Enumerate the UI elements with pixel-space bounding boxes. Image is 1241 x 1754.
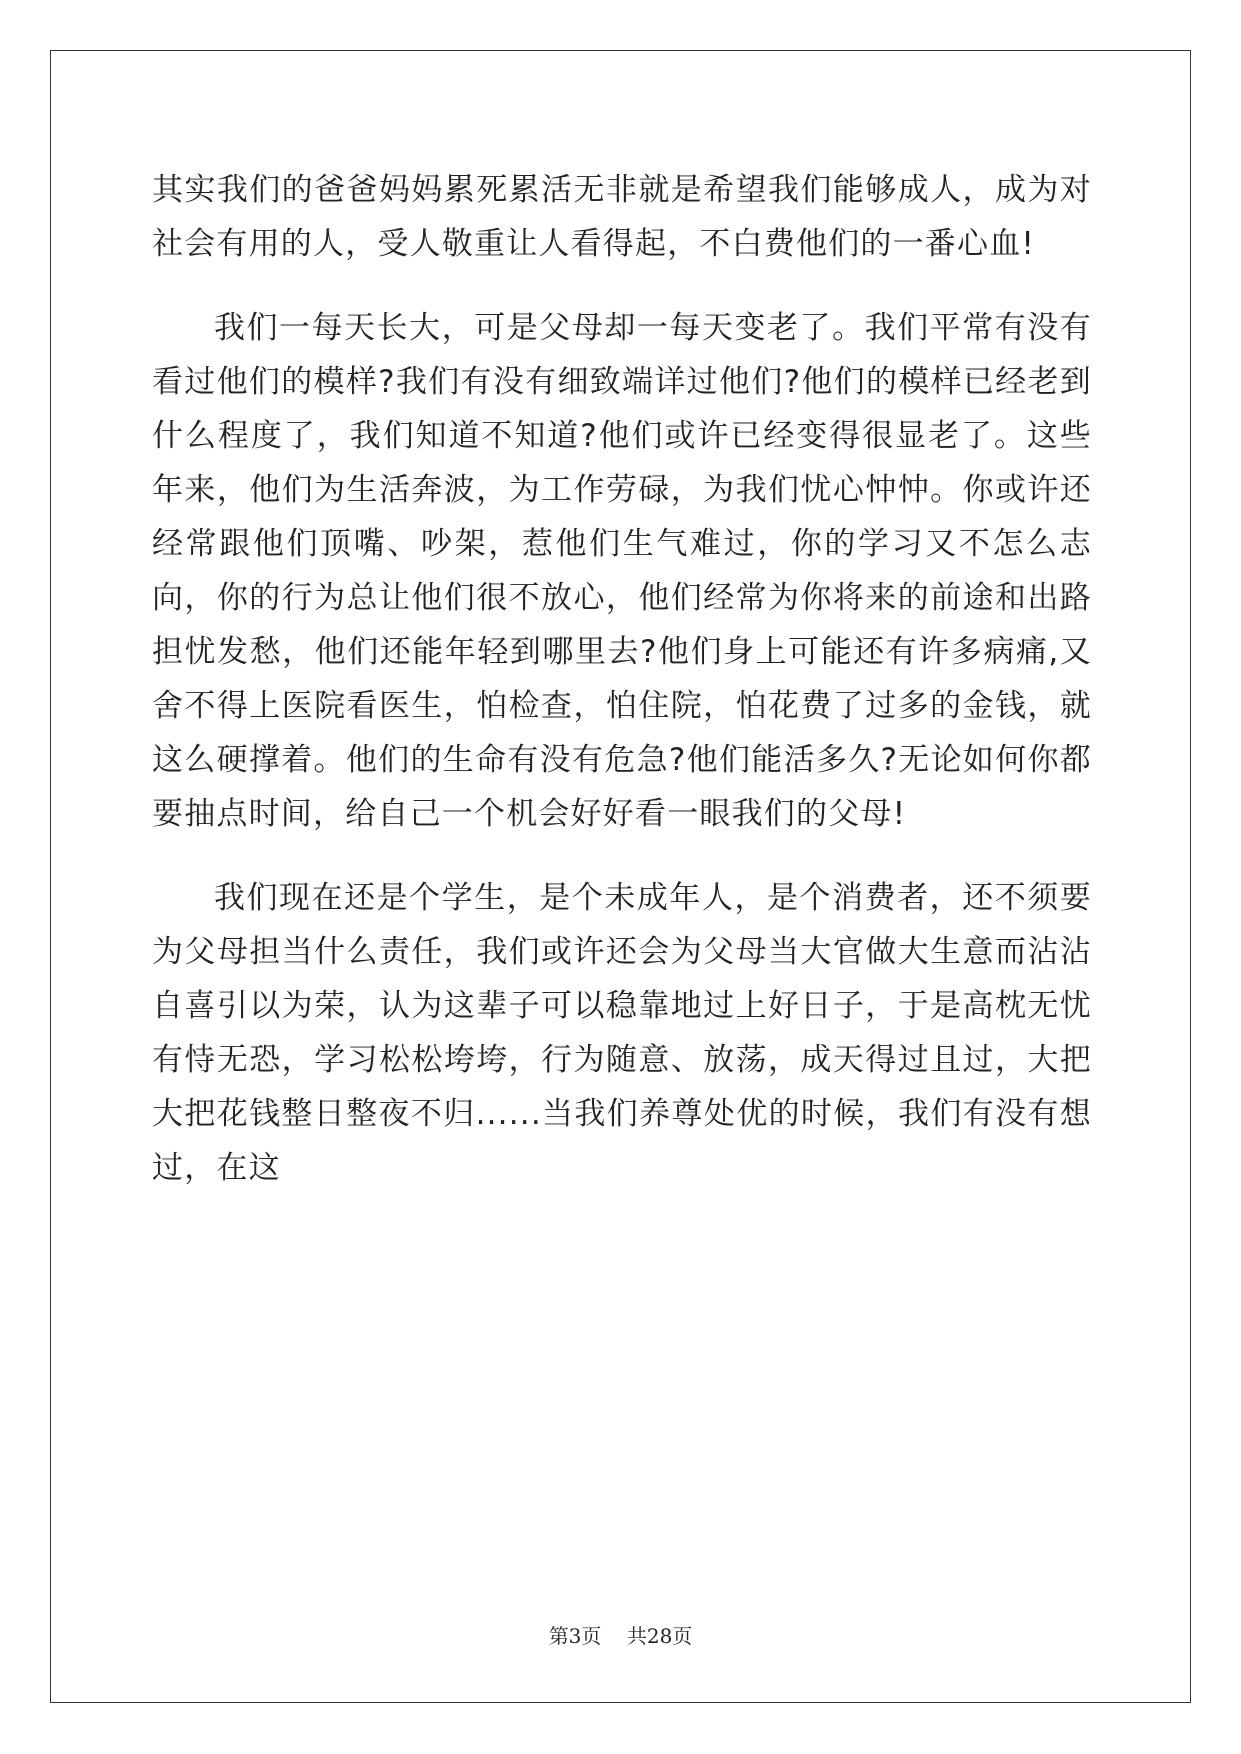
page-footer [0, 1620, 1241, 1649]
paragraph-3: 我们现在还是个学生，是个未成年人，是个消费者，还不须要为父母担当什么责任，我们或许还会为父母当大官做大生意而沾沾自喜引以为荣，认为这辈子可以稳靠地过上好日子，于是高枕无忧有恃无恐，学习松松垮垮，行为随意、放荡，成天得过且过，大把大把花钱整日整夜不归......当我们养尊处优的时候，我们有没有想过，在这 [152, 880, 1092, 1186]
paragraph-1: 其实我们的爸爸妈妈累死累活无非就是希望我们能够成人，成为对社会有用的人，受人敬重让人看得起，不白费他们的一番心血! [152, 172, 1092, 262]
document-body [152, 163, 1092, 1195]
footer-gap [601, 1624, 626, 1648]
page-number: 第3页 [548, 1624, 602, 1648]
total-pages: 共28页 [626, 1624, 693, 1648]
paragraph-2: 我们一每天长大，可是父母却一每天变老了。我们平常有没有看过他们的模样?我们有没有细致端详过他们?他们的模样已经老到什么程度了，我们知道不知道?他们或许已经变得很显老了。这些年来，他们为生活奔波，为工作劳碌，为我们忧心忡忡。你或许还经常跟他们顶嘴、吵架，惹他们生气难过，你的学习又不怎么志向，你的行为总让他们很不放心，他们经常为你将来的前途和出路担忧发愁，他们还能年轻到哪里去?他们身上可能还有许多病痛,又舍不得上医院看医生，怕检查，怕住院，怕花费了过多的金钱，就这么硬撑着。他们的生命有没有危急?他们能活多久?无论如何你都要抽点时间，给自己一个机会好好看一眼我们的父母! [152, 310, 1092, 832]
